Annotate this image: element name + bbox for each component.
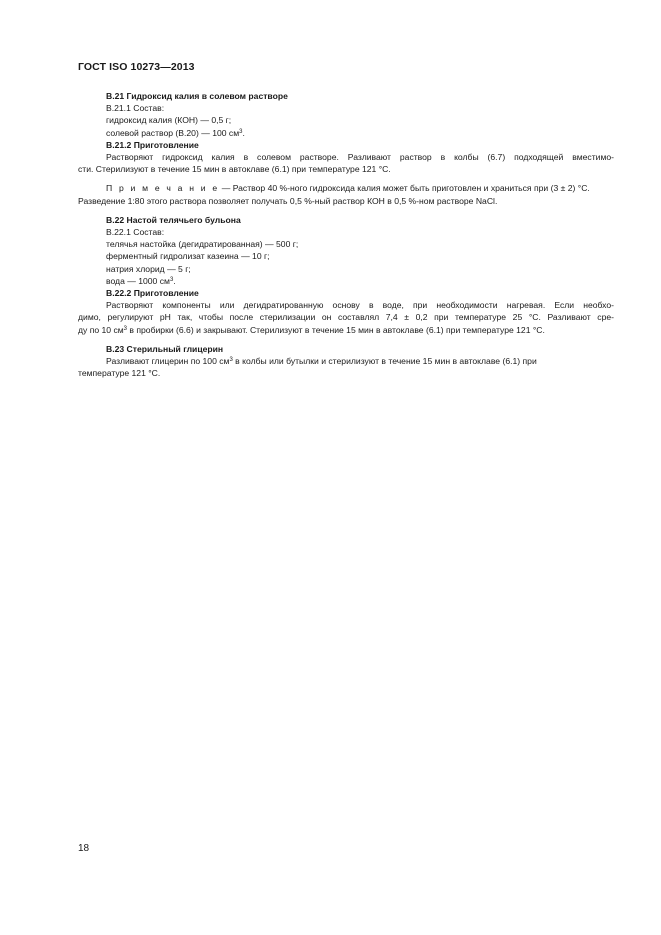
standard-header: ГОСТ ISO 10273—2013: [78, 61, 195, 73]
b21-note: П р и м е ч а н и е — Раствор 40 %-ного гидроксида калия может быть приготовлен и храниться при (3 ± 2) °С.: [106, 183, 590, 194]
section-b22-title: В.22 Настой телячьего бульона: [106, 214, 241, 225]
b22-composition-label: В.22.1 Состав:: [106, 227, 165, 238]
b22-item-water: вода — 1000 $см^3$.: [106, 275, 176, 286]
note-label: П р и м е ч а н и е: [106, 183, 220, 194]
b21-preparation-text-1: Растворяют гидроксид калия в солевом растворе. Разливают раствор в колбы (6.7) подходящей вместимо-: [106, 152, 614, 163]
b23-text-2: температуре 121 °С.: [78, 368, 161, 379]
b22-preparation-title: В.22.2 Приготовление: [106, 288, 199, 299]
section-b21-title: В.21 Гидроксид калия в солевом растворе: [106, 91, 288, 101]
b22-item-veal-infusion: телячья настойка (дегидратированная) — 500 г;: [106, 239, 299, 250]
section-b23-title: В.23 Стерильный глицерин: [106, 343, 224, 354]
b21-preparation-text-2: сти. Стерилизуют в течение 15 мин в автоклаве (6.1) при температуре 121 °С.: [78, 164, 391, 175]
b22-item-sodium-chloride: натрия хлорид — 5 г;: [106, 263, 191, 274]
document-body: [78, 90, 614, 379]
b21-item-saline: солевой раствор (В.20) — 100 $см^3$.: [106, 127, 245, 138]
b22-item-casein-hydrolysate: ферментный гидролизат казеина — 10 г;: [106, 251, 270, 262]
b21-note-text-2: Разведение 1:80 этого раствора позволяет получать 0,5 %-ный раствор КОН в 0,5 %-ном растворе NaCl.: [78, 195, 498, 206]
b21-preparation-title: В.21.2 Приготовление: [106, 139, 199, 150]
page-number: 18: [78, 843, 90, 854]
b21-item-potassium-hydroxide: гидроксид калия (КОН) — 0,5 г;: [106, 115, 232, 126]
b23-text-1: Разливают глицерин по 100 $см^3$ в колбы или бутылки и стерилизуют в течение 15 мин в автоклаве (6.1) при: [106, 356, 537, 367]
b22-preparation-text-2: димо, регулируют рН так, чтобы после стерилизации он составлял 7,4 ± 0,2 при температуре 25 °С. Разливают сре-: [78, 312, 614, 323]
b21-composition-label: В.21.1 Состав:: [106, 103, 165, 114]
b22-preparation-text-3: ду по 10 $см^3$ в пробирки (6.6) и закрывают. Стерилизуют в течение 15 мин в автоклаве (6.1) при температуре 121 °С.: [78, 324, 545, 335]
b22-preparation-text-1: Растворяют компоненты или дегидратированную основу в воде, при необходимости нагревая. Если необхо-: [106, 300, 614, 311]
